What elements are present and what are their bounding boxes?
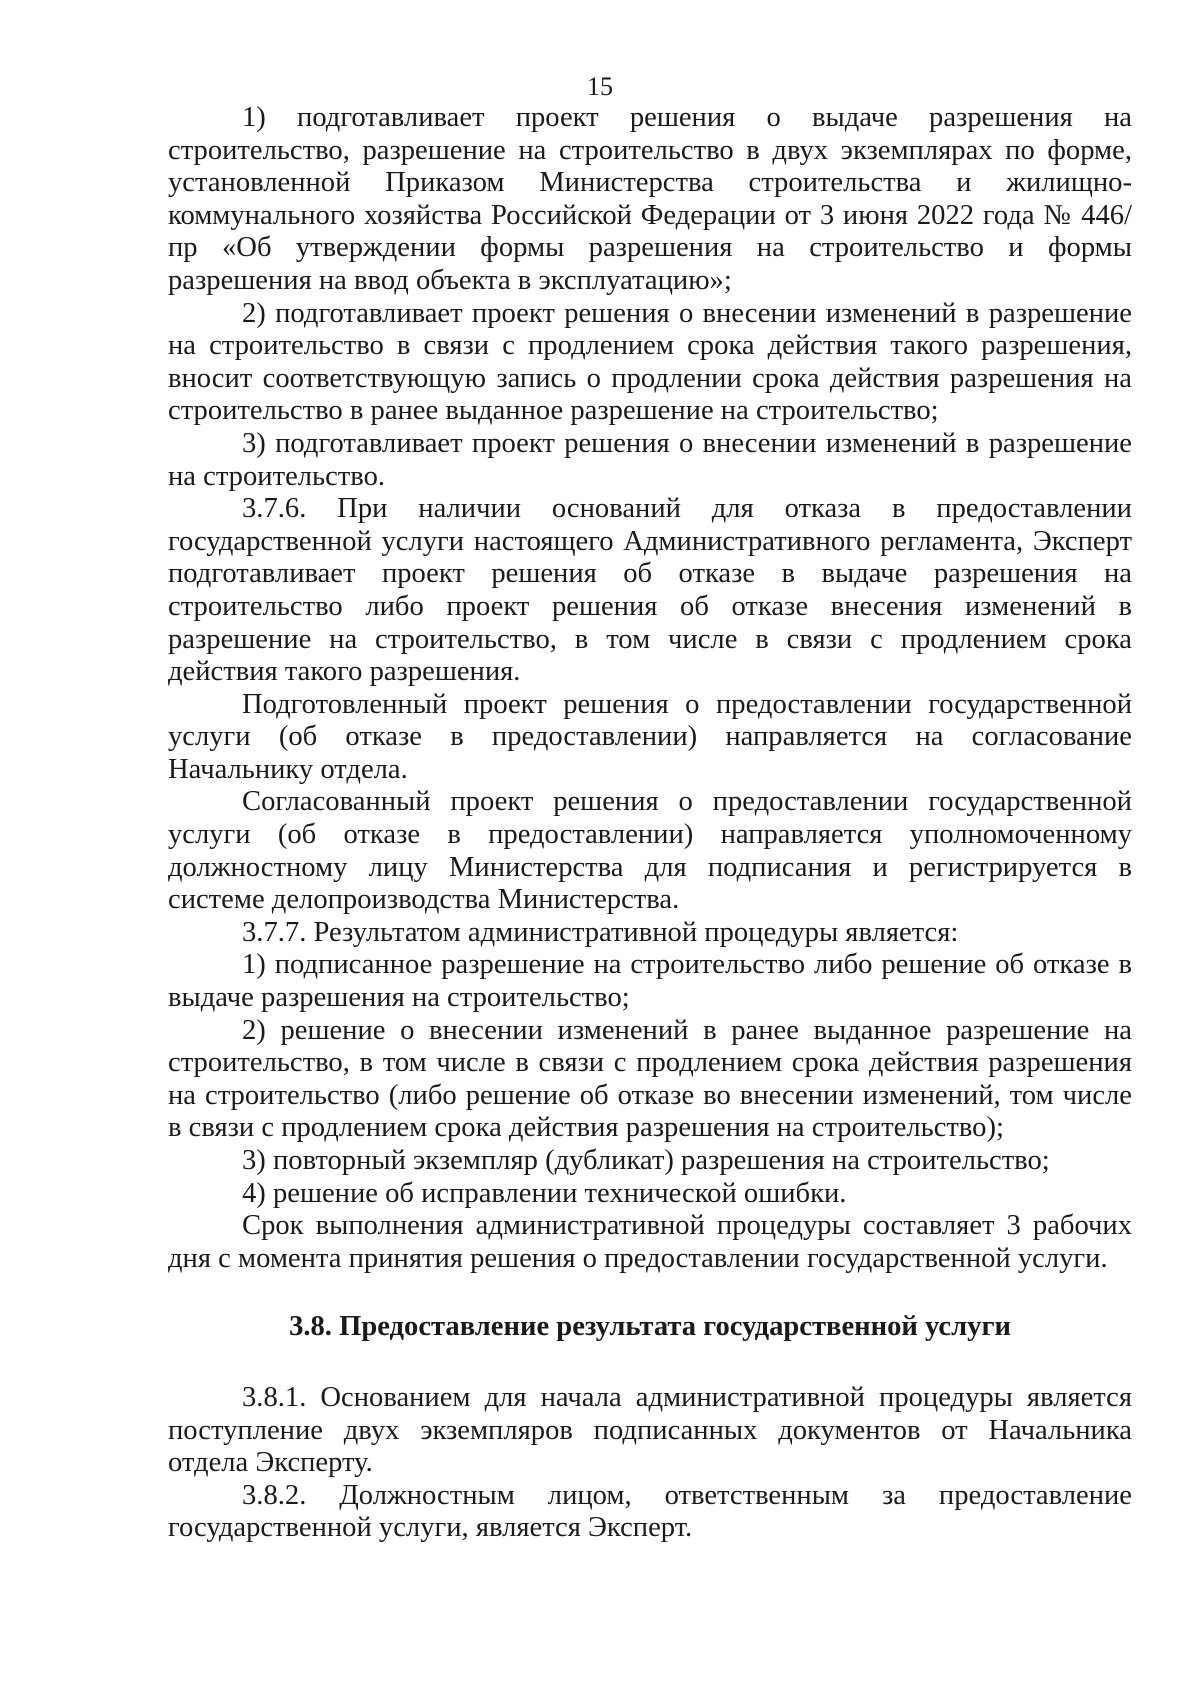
document-body <box>168 102 1132 1545</box>
paragraph-3-7-7: 3.7.7. Результатом административной процедуры является: <box>242 916 959 948</box>
paragraph-3-7-6: 3.7.6. При наличии оснований для отказа в предоставлении государственной услуги настоящего Административного регламента, Эксперт подготавливает проект решения об отказе в выдаче разрешения на строительство либо проект решения об отказе внесения изменений в разрешение на строительство, в том числе в связи с продлением срока действия такого разрешения. <box>168 493 1132 688</box>
paragraph-deadline: Срок выполнения административной процедуры составляет 3 рабочих дня с момента принятия решения о предоставлении государственной услуги. <box>168 1210 1132 1274</box>
result-item-1: 1) подписанное разрешение на строительство либо решение об отказе в выдаче разрешения на строительство; <box>168 949 1132 1014</box>
result-item-4: 4) решение об исправлении технической ошибки. <box>242 1177 847 1209</box>
page-number: 15 <box>587 72 613 101</box>
paragraph-item-2: 2) подготавливает проект решения о внесении изменений в разрешение на строительство в связи с продлением срока действия такого разрешения, вносит соответствующую запись о продлении срока действия разрешения на строительство в ранее выданное разрешение на строительство; <box>168 297 1132 427</box>
paragraph-3-8-1: 3.8.1. Основанием для начала административной процедуры является поступление двух экземпляров подписанных документов от Начальника отдела Эксперту. <box>168 1381 1132 1479</box>
result-item-3: 3) повторный экземпляр (дубликат) разрешения на строительство; <box>242 1145 1050 1176</box>
paragraph-item-3: 3) подготавливает проект решения о внесении изменений в разрешение на строительство. <box>168 427 1132 492</box>
paragraph-agreed-draft: Согласованный проект решения о предоставлении государственной услуги (об отказе в предоставлении) направляется уполномоченному должностному лицу Министерства для подписания и регистрируется в системе делопроизводства Министерства. <box>168 786 1132 916</box>
paragraph-3-8-2: 3.8.2. Должностным лицом, ответственным за предоставление государственной услуги, является Эксперт. <box>168 1479 1132 1544</box>
paragraph-prepared-draft: Подготовленный проект решения о предоставлении государственной услуги (об отказе в предоставлении) направляется на согласование Начальнику отдела. <box>168 688 1132 785</box>
section-heading: 3.8. Предоставление результата государственной услуги <box>289 1311 1011 1343</box>
paragraph-item-1: 1) подготавливает проект решения о выдаче разрешения на строительство, разрешение на строительство в двух экземплярах по форме, установленной Приказом Министерства строительства и жилищно-коммунального хозяйства Российской Федерации от 3 июня 2022 года № 446/пр «Об утверждении формы разрешения на строительство и формы разрешения на ввод объекта в эксплуатацию»; <box>168 102 1132 296</box>
result-item-2: 2) решение о внесении изменений в ранее выданное разрешение на строительство, в том числе в связи с продлением срока действия разрешения на строительство (либо решение об отказе во внесении изменений, том числе в связи с продлением срока действия разрешения на строительство); <box>168 1014 1132 1144</box>
